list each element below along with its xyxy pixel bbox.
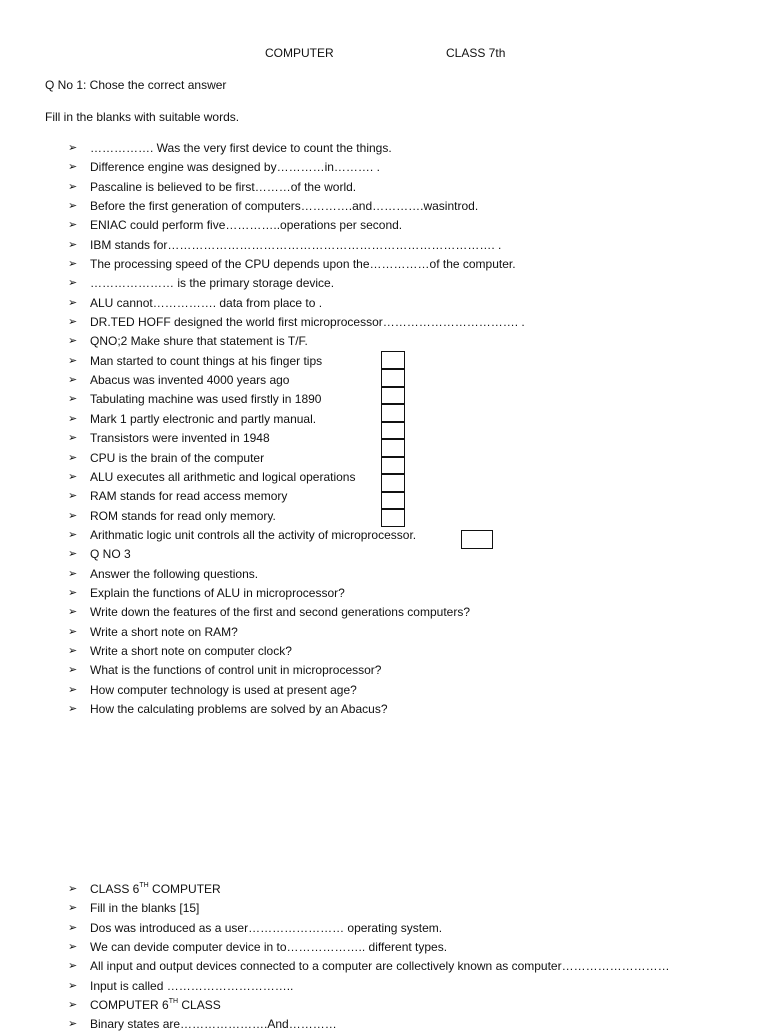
- question-1-heading: Q No 1: Chose the correct answer: [45, 78, 227, 92]
- arrow-bullet-icon: ➢: [68, 979, 78, 992]
- arrow-bullet-icon: ➢: [68, 200, 78, 213]
- answer-box[interactable]: [381, 457, 405, 475]
- arrow-bullet-icon: ➢: [68, 625, 78, 638]
- answer-box[interactable]: [381, 474, 405, 492]
- arrow-bullet-icon: ➢: [68, 528, 78, 541]
- arrow-bullet-icon: ➢: [68, 999, 78, 1012]
- arrow-bullet-icon: ➢: [68, 606, 78, 619]
- arrow-bullet-icon: ➢: [68, 335, 78, 348]
- page-title: COMPUTER: [265, 46, 334, 60]
- arrow-bullet-icon: ➢: [68, 374, 78, 387]
- arrow-bullet-icon: ➢: [68, 296, 78, 309]
- answer-box[interactable]: [381, 422, 405, 440]
- arrow-bullet-icon: ➢: [68, 161, 78, 174]
- arrow-bullet-icon: ➢: [68, 490, 78, 503]
- arrow-bullet-icon: ➢: [68, 548, 78, 561]
- arrow-bullet-icon: ➢: [68, 219, 78, 232]
- arrow-bullet-icon: ➢: [68, 960, 78, 973]
- arrow-bullet-icon: ➢: [68, 142, 78, 154]
- arrow-bullet-icon: ➢: [68, 567, 78, 580]
- arrow-bullet-icon: ➢: [68, 354, 78, 367]
- arrow-bullet-icon: ➢: [68, 180, 78, 193]
- answer-box[interactable]: [381, 351, 405, 369]
- arrow-bullet-icon: ➢: [68, 644, 78, 657]
- answer-box[interactable]: [381, 509, 405, 527]
- answer-box[interactable]: [381, 439, 405, 457]
- arrow-bullet-icon: ➢: [68, 586, 78, 599]
- answer-box[interactable]: [381, 387, 405, 405]
- arrow-bullet-icon: ➢: [68, 412, 78, 425]
- class-label: CLASS 7th: [446, 46, 506, 60]
- arrow-bullet-icon: ➢: [68, 664, 78, 677]
- answer-box[interactable]: [381, 369, 405, 387]
- arrow-bullet-icon: ➢: [68, 451, 78, 464]
- answer-box[interactable]: [381, 404, 405, 422]
- arrow-bullet-icon: ➢: [68, 432, 78, 445]
- arrow-bullet-icon: ➢: [68, 470, 78, 483]
- arrow-bullet-icon: ➢: [68, 921, 78, 934]
- arrow-bullet-icon: ➢: [68, 683, 78, 696]
- arrow-bullet-icon: ➢: [68, 509, 78, 522]
- instruction-text: Fill in the blanks with suitable words.: [45, 110, 240, 124]
- arrow-bullet-icon: ➢: [68, 393, 78, 406]
- arrow-bullet-icon: ➢: [68, 258, 78, 271]
- arrow-bullet-icon: ➢: [68, 277, 78, 290]
- answer-box[interactable]: [461, 530, 493, 549]
- answer-box[interactable]: [381, 492, 405, 510]
- arrow-bullet-icon: ➢: [68, 238, 78, 251]
- arrow-bullet-icon: ➢: [68, 883, 78, 895]
- arrow-bullet-icon: ➢: [68, 316, 78, 329]
- arrow-bullet-icon: ➢: [68, 702, 78, 715]
- arrow-bullet-icon: ➢: [68, 902, 78, 915]
- arrow-bullet-icon: ➢: [68, 941, 78, 954]
- arrow-bullet-icon: ➢: [68, 1018, 78, 1031]
